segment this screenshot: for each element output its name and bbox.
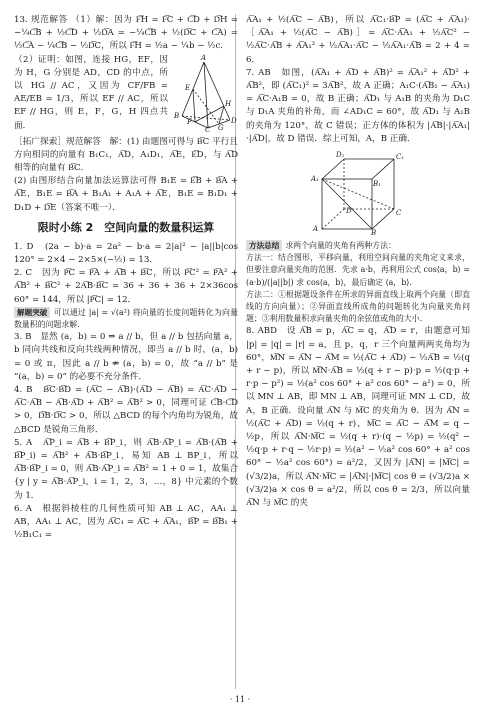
method-tag: 方法总结 (246, 240, 282, 251)
right-column (246, 14, 470, 689)
label-cube-d: D (346, 207, 352, 216)
label-f: F (187, 117, 192, 126)
left-column (14, 14, 238, 689)
tip-tag: 解题突破 (14, 307, 50, 318)
label-cube-c: C (396, 209, 402, 218)
label-cube-b: B (371, 229, 377, 238)
answer-6-continued: A͞A₁ + ½(A͞C − A͞B)，所以 A͞C₁·B͞P = (A͞C + A͞A₁)·［A͞A₁ + ½(A͞C − A͞B)］= A͞C·A͞A₁ + ½A͞C² − ½A͞C·A͞B + A͞A₁² + ½A͞A₁·A͞C − ½A͞A₁·A͞B = 2 + 4 = 6． (246, 15, 470, 65)
label-d: D (231, 116, 237, 125)
method-one: 方法一：结合图形，平移向量，利用空间向量的夹角定义来求，但要注意向量夹角的范围．先求 a·b，再利用公式 cos⟨a，b⟩ = (a·b)/(|a||b|) 求 cos⟨a，b⟩，最后确定 ⟨a，b⟩． (246, 253, 470, 287)
tetrahedron-figure (174, 53, 238, 134)
answer-13-part1: 13. 规范解答 （1）解：因为 F͞H = F͞C + C͞D + D͞H = −¼C͞B + ½C͞D + ½D͞A = −¼C͞B + ½(D͞C + C͞A) = ½C͞A − ¼C͞B − ½D͞C，所以 F͞H = ½a − ¼b − ½c． (14, 15, 238, 52)
extension-answer-2: (2) 由图形结合向量加法运算法可得 B₁E = E͞B + B͞A + A͞E，B₁E = B͞A + B₁A₁ + A₁A + A͞E，B₁E = B₁D₁ + D₁D + D͞E（答案不唯一）． (14, 176, 238, 213)
tip-text: 可以通过 |a| = √(a²) 将向量的长度问题转化为向量数量积的问题求解． (14, 307, 238, 330)
answer-7: 7. AB 如图，(A͞A₁ + A͞D + A͞B)² = A͞A₁² + A͞D² + A͞B²，即 (A͞C₁)² = 3A͞B²，故 A 正确；A₁C·(A͞B₁ − A͞A₁) = A͞C·A₁B = 0，故 B 正确；A͞D₁ 与 A₁B 的夹角为 D₁C 与 D₁A 夹角的补角，而 ∠AD₁C = 60°，故 A͞D₁ 与 A₁B 的夹角为 120°，故 C 错误；正方体的体积为 |A͞B|·|A͞A₁|·|A͞D|，故 D 错误．综上可知，A，B 正确． (246, 67, 470, 144)
answer-6: 6. A 根据斜棱柱的几何性质可知 AB ⊥ AC，AA₁ ⊥ AB，AA₁ ⊥ AC，因为 A͞C₁ = A͞C + A͞A₁，B͞P = B͞B₁ + ½B₁C₁ = (14, 503, 238, 541)
extension-answer-1: ［拓广探索］规范解答 解：(1) 由题图可得与 B͞C 平行且方向相同的向量有 B₁C₁，A͞D，A₁D₁，A͞E，E͞D，与 A͞D 相等的向量有 B͞C． (14, 136, 238, 174)
label-cube-c1: C₁ (396, 153, 405, 162)
answer-2: 2. C 因为 P͞C = P͞A + A͞B + B͞C，所以 P͞C² = P͞A² + A͞B² + B͞C² + 2A͞B·B͞C = 36 + 36 + 36 + 2×36cos 60° = 144，所以 |P͞C| = 12． (14, 268, 238, 305)
label-c: C (205, 125, 211, 134)
answer-5: 5. A A͞P_i = A͞B + B͞P_i，则 A͞B·A͞P_i = A͞B·(A͞B + B͞P_i) = A͞B² + A͞B·B͞P_i，易知 AB ⊥ BP_i，所以 A͞B·B͞P_i = 0，则 A͞B·A͞P_i = A͞B² = 1 + 0 = 1，故集合 {y | y = A͞B·A͞P_i，i = 1，2，3，…，8} 中元素的个数为 1． (14, 437, 238, 501)
method-summary-head (246, 240, 470, 252)
answer-13-part2: （2）证明：如图，连接 HG，EF，因为 H，G 分别是 AD，CD 的中点，所以 HG // AC，又因为 CF/FB = AE/EB = 1/3，所以 EF // AC，所以 EF // HG，则 E，F，G，H 四点共面． (14, 54, 168, 131)
section-title: 限时小练 2 空间向量的数量积运算 (37, 220, 215, 234)
answer-3: 3. B 显然 (a，b) = 0 ⇒ a // b，但 a // b 包括向量 a，b 同向共线和反向共线两种情况，即当 a // b 时，(a，b) = 0 或 π，因此 a // b ⇏ (a，b) = 0，故 “a // b” 是 “(a，b) = 0” 的必要不充分条件． (14, 332, 238, 382)
label-cube-a1: A₁ (311, 175, 319, 184)
solution-tip (14, 307, 238, 331)
label-a: A (201, 53, 207, 62)
answer-1: 1. D (2a − b)·a = 2a² − b·a = 2|a|² − |a||b|cos 120° = 2×4 − 2×5×(−½) = 13． (14, 241, 238, 266)
label-cube-b1: B₁ (373, 180, 381, 189)
page-number: · 11 · (229, 695, 251, 704)
label-cube-d1: D₁ (336, 151, 345, 160)
label-h: H (225, 99, 232, 108)
label-b: B (174, 111, 180, 120)
answer-4: 4. B B͞C·B͞D = (A͞C − A͞B)·(A͞D − A͞B) = A͞C·A͞D − A͞C·A͞B − A͞B·A͞D + A͞B² = A͞B² > 0，同理可证 C͞B·C͞D > 0，D͞B·D͞C > 0，所以 △BCD 的每个内角均为锐角，故 △BCD 是锐角三角形． (14, 385, 238, 435)
method-two: 方法二：①根据题设条件在所求的异面直线上取两个向量（即直线的方向向量）；②异面直线所成角的问题转化为向量夹角问题；③利用数量积求向量夹角的余弦值或角的大小． (246, 289, 470, 324)
answer-8: 8. ABD 设 A͞B = p，A͞C = q，A͞D = r，由题意可知 |p| = |q| = |r| = a，且 p，q，r 三个向量两两夹角均为 60°，M͞N = A͞N − A͞M = ½(A͞C + A͞D) − ½A͞B = ½(q + r − p)，所以 M͞N·A͞B = ½(q + r − p)·p = ½(q·p + r·p − p²) = ½(a² cos 60° + a² cos 60° − a²) = 0，所以 MN ⊥ AB，即 MN ⊥ AB，同理可证 MN ⊥ CD，故 A，B 正确．设向量 A͞N 与 M͞C 的夹角为 θ．因为 A͞N = ½(A͞C + A͞D) = ½(q + r)，M͞C = A͞C − A͞M = q − ½p，所以 A͞N·M͞C = ½(q + r)·(q − ½p) = ½(q² − ½q·p + r·q − ½r·p) = ½(a² − ½a² cos 60° + a² cos 60° − ½a² cos 60°) = a²/2，又因为 |A͞N| = |M͞C| = (√3/2)a，所以 A͞N·M͞C = |A͞N|·|M͞C| cos θ = (√3/2)a × (√3/2)a × cos θ = a²/2，所以 cos θ = 2/3，所以向量 A͞N 与 M͞C 的夹 (246, 326, 470, 509)
label-e: E (185, 83, 191, 92)
method-head-text: 求两个向量的夹角有两种方法： (285, 241, 396, 251)
cube-figure (308, 149, 408, 237)
label-cube-a: A (313, 225, 319, 234)
label-g: G (218, 123, 224, 132)
